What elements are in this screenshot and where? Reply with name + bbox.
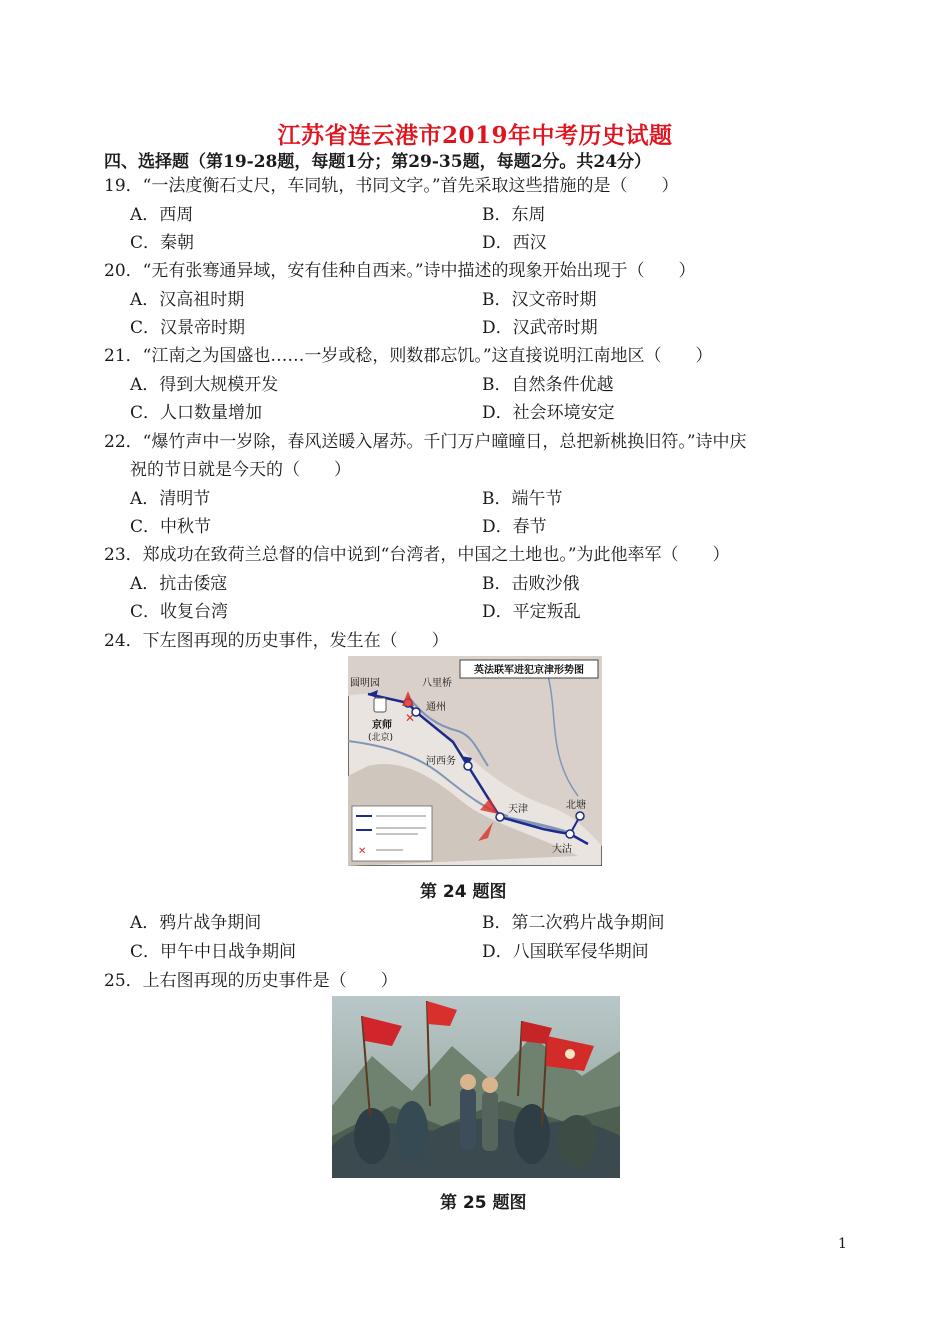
map-figure: [348, 656, 602, 866]
question-19-option-c: C．秦朝: [130, 233, 195, 253]
map-label-yuanmingyuan: 圆明园: [350, 678, 380, 689]
question-23-stem: 23．郑成功在致荷兰总督的信中说到“台湾者，中国之土地也。”为此他率军（ ）: [104, 545, 730, 565]
question-22-stem-continued: 祝的节日就是今天的（ ）: [130, 460, 351, 480]
question-21-option-c: C．人口数量增加: [130, 403, 263, 423]
question-23-option-c: C．收复台湾: [130, 602, 229, 622]
map-label-beitang: 北塘: [566, 800, 586, 811]
map-label-dagu: 大沽: [552, 844, 572, 855]
question-21-option-d: D．社会环境安定: [482, 403, 615, 423]
map-label-hexiwu: 河西务: [426, 756, 456, 767]
question-19-option-d: D．西汉: [482, 233, 547, 253]
question-24-option-d: D．八国联军侵华期间: [482, 942, 649, 962]
map-label-beijing: (北京): [368, 733, 394, 743]
map-label-tongzhou: 通州: [426, 702, 446, 713]
question-20-option-c: C．汉景帝时期: [130, 318, 246, 338]
question-22-option-d: D．春节: [482, 517, 547, 537]
question-22-option-c: C．中秋节: [130, 517, 212, 537]
question-20-option-b: B．汉文帝时期: [482, 290, 597, 310]
question-22-option-a: A．清明节: [130, 489, 211, 509]
map-label-jingshi: 京师: [372, 720, 392, 731]
map-label-balixiao: 八里桥: [422, 678, 452, 689]
question-23-option-a: A．抗击倭寇: [130, 574, 228, 594]
question-23-option-d: D．平定叛乱: [482, 602, 581, 622]
question-21-option-a: A．得到大规模开发: [130, 375, 279, 395]
question-25-stem: 25．上右图再现的历史事件是（ ）: [104, 971, 398, 991]
painting-image: [332, 996, 620, 1178]
question-24-option-b: B．第二次鸦片战争期间: [482, 913, 665, 933]
question-19-option-b: B．东周: [482, 205, 546, 225]
question-23-option-b: B．击败沙俄: [482, 574, 580, 594]
question-20-option-d: D．汉武帝时期: [482, 318, 598, 338]
map-title: 英法联军进犯京津形势图: [474, 665, 584, 676]
svg-text:✕: ✕: [405, 711, 416, 725]
question-20-option-a: A．汉高祖时期: [130, 290, 245, 310]
question-22-stem: 22．“爆竹声中一岁除，春风送暖入屠苏。千门万户曈曈日，总把新桃换旧符。”诗中庆: [104, 432, 747, 452]
map-image: [348, 656, 602, 866]
question-19-stem: 19．“一法度衡石丈尺，车同轨，书同文字。”首先采取这些措施的是（ ）: [104, 176, 679, 196]
question-24-option-a: A．鸦片战争期间: [130, 913, 262, 933]
painting-figure: [332, 996, 620, 1178]
svg-text:✕: ✕: [358, 846, 367, 857]
page-number: 1: [838, 1236, 847, 1252]
question-24-stem: 24．下左图再现的历史事件，发生在（ ）: [104, 631, 449, 651]
section-heading: 四、选择题（第19-28题，每题1分；第29-35题，每题2分。共24分）: [104, 152, 652, 172]
question-21-stem: 21．“江南之为国盛也……一岁或稔，则数郡忘饥。”这直接说明江南地区（ ）: [104, 346, 713, 366]
question-20-stem: 20．“无有张骞通异域，安有佳种自西来。”诗中描述的现象开始出现于（ ）: [104, 261, 696, 281]
question-22-option-b: B．端午节: [482, 489, 563, 509]
map-caption: 第 24 题图: [420, 882, 507, 902]
page-title: 江苏省连云港市2019年中考历史试题: [277, 122, 673, 149]
painting-caption: 第 25 题图: [440, 1193, 527, 1213]
question-19-option-a: A．西周: [130, 205, 194, 225]
question-24-option-c: C．甲午中日战争期间: [130, 942, 297, 962]
question-21-option-b: B．自然条件优越: [482, 375, 614, 395]
map-label-tianjin: 天津: [508, 804, 528, 815]
